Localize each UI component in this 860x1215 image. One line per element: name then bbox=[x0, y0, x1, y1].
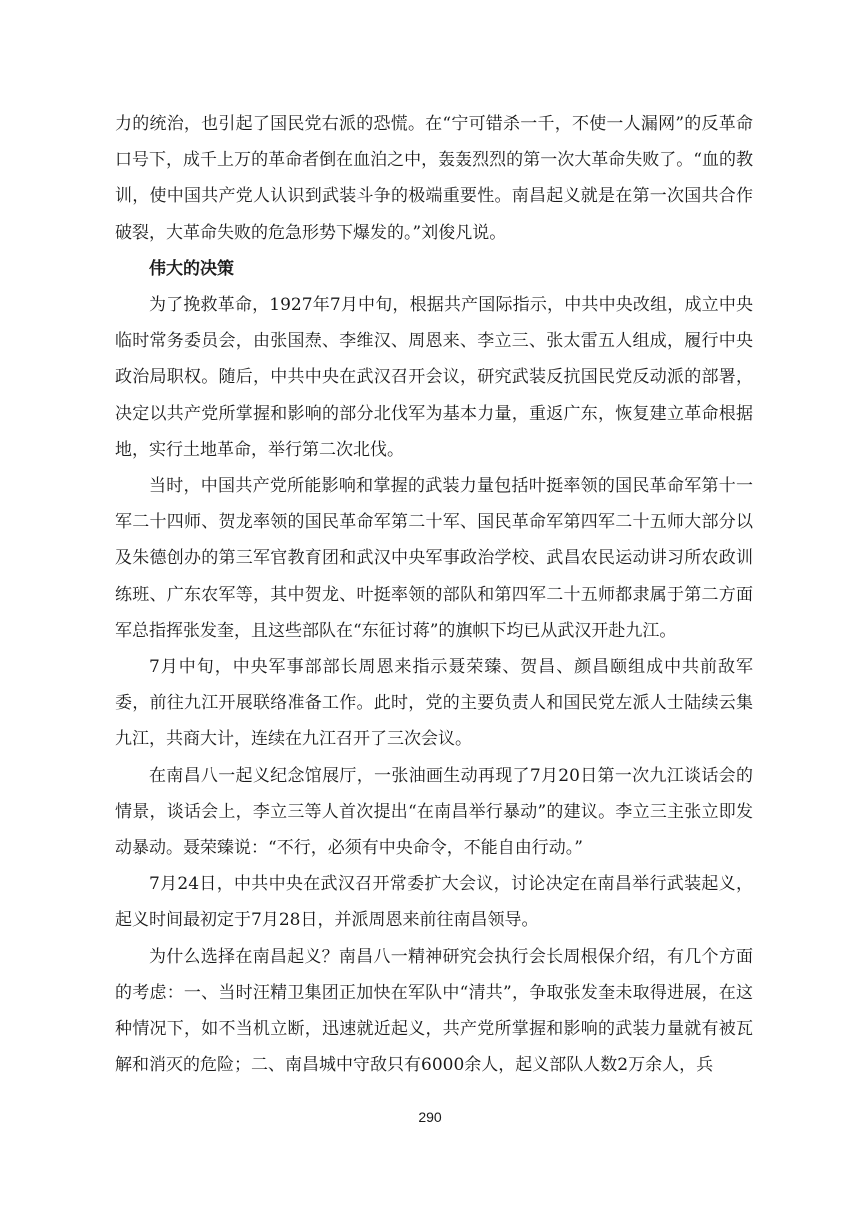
paragraph-july-24: 7月24日，中共中央在武汉召开常委扩大会议，讨论决定在南昌举行武装起义，起义时间最初定于7月28日，并派周恩来前往南昌领导。 bbox=[115, 874, 753, 931]
document-body bbox=[115, 106, 753, 1083]
page-number: 290 bbox=[418, 1109, 442, 1125]
paragraph-armed-forces: 当时，中国共产党所能影响和掌握的武装力量包括叶挺率领的国民革命军第十一军二十四师、贺龙率领的国民革命军第二十军、国民革命军第四军二十五师大部分以及朱德创办的第三军官教育团和武汉中央军事政治学校、武昌农民运动讲习所农政训练班、广东农军等，其中贺龙、叶挺率领的部队和第四军二十五师都隶属于第二方面军总指挥张发奎，且这些部队在“东征讨蒋”的旗帜下均已从武汉开赴九江。 bbox=[115, 476, 753, 641]
section-heading: 伟大的决策 bbox=[149, 258, 234, 279]
paragraph-continuation: 力的统治，也引起了国民党右派的恐慌。在“宁可错杀一千，不使一人漏网”的反革命口号下，成千上万的革命者倒在血泊之中，轰轰烈烈的第一次大革命失败了。“血的教训，使中国共产党人认识到武装斗争的极端重要性。南昌起义就是在第一次国共合作破裂，大革命失败的危急形势下爆发的。”刘俊凡说。 bbox=[115, 114, 753, 243]
paragraph-why-nanchang: 为什么选择在南昌起义？南昌八一精神研究会执行会长周根保介绍，有几个方面的考虑：一、当时汪精卫集团正加快在军队中“清共”，争取张发奎未取得进展，在这种情况下，如不当机立断，迅速就近起义，共产党所掌握和影响的武装力量就有被瓦解和消灭的危险；二、南昌城中守敌只有6000余人，起义部队人数2万余人，兵 bbox=[115, 946, 753, 1076]
paragraph-oil-painting: 在南昌八一起义纪念馆展厅，一张油画生动再现了7月20日第一次九江谈话会的情景，谈话会上，李立三等人首次提出“在南昌举行暴动”的建议。李立三主张立即发动暴动。聂荣臻说：“不行，必须有中央命令，不能自由行动。” bbox=[115, 765, 753, 859]
paragraph-rescue-revolution: 为了挽救革命，1927年7月中旬，根据共产国际指示，中共中央改组，成立中央临时常务委员会，由张国焘、李维汉、周恩来、李立三、张太雷五人组成，履行中央政治局职权。随后，中共中央在武汉召开会议，研究武装反抗国民党反动派的部署，决定以共产党所掌握和影响的部分北伐军为基本力量，重返广东，恢复建立革命根据地，实行土地革命，举行第二次北伐。 bbox=[115, 295, 753, 460]
paragraph-jiujiang-meetings: 7月中旬，中央军事部部长周恩来指示聂荣臻、贺昌、颜昌颐组成中共前敌军委，前往九江开展联络准备工作。此时，党的主要负责人和国民党左派人士陆续云集九江，共商大计，连续在九江召开了三次会议。 bbox=[115, 657, 753, 750]
